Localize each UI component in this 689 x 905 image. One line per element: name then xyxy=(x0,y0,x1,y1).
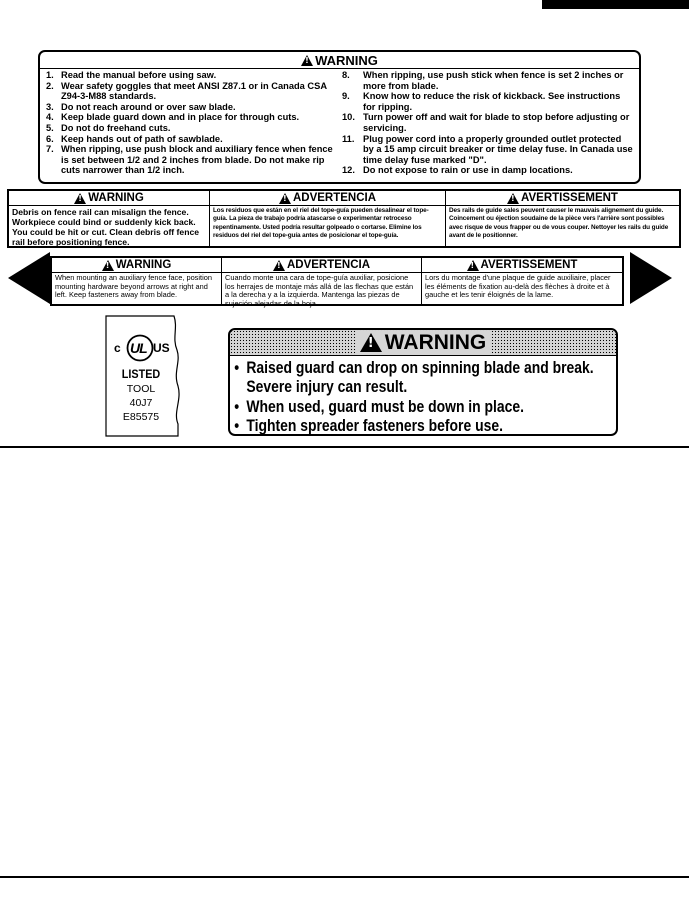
section-body: Cuando monte una cara de tope-guía auxiliar, posicione los herrajes de montaje más allá de las flechas que están a la derecha y a la izquierda. Mantenga las piezas de sujeción alejadas de la hoja. xyxy=(225,273,414,308)
list-item: 8. When ripping, use push stick when fence is set 2 inches or more from blade. xyxy=(342,70,624,91)
guard-warning-header xyxy=(230,330,616,356)
list-item: 7. When ripping, use push block and auxiliary fence when fence is set between 1/2 and 2 inches from blade. Do not make rip cuts narrower than 1/2 inch. xyxy=(46,144,333,176)
list-item: 6. Keep hands out of path of sawblade. xyxy=(46,133,223,144)
warning-triangle-icon xyxy=(74,193,86,204)
guard-warning-title: WARNING xyxy=(384,330,487,354)
main-warning-title: WARNING xyxy=(315,52,378,68)
list-item: • Tighten spreader fasteners before use. xyxy=(234,417,503,436)
ul-file-number: E85575 xyxy=(122,411,160,423)
ul-listed-label xyxy=(102,314,180,438)
warning-triangle-icon xyxy=(273,260,285,271)
list-item: 9. Know how to reduce the risk of kickback. See instructions for ripping. xyxy=(342,91,621,112)
warning-triangle-icon xyxy=(467,260,479,271)
aux-fence-french xyxy=(422,258,622,304)
warning-triangle-icon xyxy=(279,193,291,204)
list-item: • When used, guard must be down in place. xyxy=(234,397,525,416)
ul-c-mark: c xyxy=(114,341,121,355)
list-item: • Raised guard can drop on spinning blade and break. Severe injury can result. xyxy=(234,359,594,397)
section-body: Des rails de guide sales peuvent causer le mauvais alignement du guide. Coincement ou éjection soudaine de la pièce vers l'arrière sont possibles avec risque de vous frapper ou de vous couper. Nettoyer les rails du guide avant de le positionner. xyxy=(449,207,669,239)
main-warning-label xyxy=(38,50,641,184)
corner-tab xyxy=(542,0,689,9)
guard-warning-label xyxy=(228,328,618,436)
ul-tool-text: TOOL xyxy=(126,383,156,395)
left-arrow-icon xyxy=(8,252,50,304)
main-warning-list-left xyxy=(46,70,338,176)
warning-triangle-icon xyxy=(360,333,382,352)
aux-fence-warning-label xyxy=(50,256,624,306)
footer-divider xyxy=(0,876,689,878)
ul-logo: UL xyxy=(130,340,147,356)
list-item: 12. Do not expose to rain or use in damp locations. xyxy=(342,165,573,176)
list-item: 10. Turn power off and wait for blade to stop before adjusting or servicing. xyxy=(342,112,630,133)
list-item: 1. Read the manual before using saw. xyxy=(46,70,217,80)
section-title: AVERTISSEMENT xyxy=(521,192,618,204)
section-title: AVERTISSEMENT xyxy=(480,259,578,271)
fence-debris-french xyxy=(446,191,679,246)
main-warning-list-right xyxy=(342,70,633,176)
section-body: Los residuos que están en el riel del tope-guía pueden desalinear el tope-guía. La pieza de trabajo podría atascarse o experimentar retroceso repentinamente. Usted podría resultar golpeado o cortarse. Elimine los residuos del riel del tope-guía antes de posicionar el tope-guía. xyxy=(213,207,429,239)
section-body: Lors du montage d'une plaque de guide auxiliaire, placer les éléments de fixation au-delà des flèches à droite et à gauche et les tenir éloignés de la lame. xyxy=(425,273,611,300)
section-title: WARNING xyxy=(88,192,144,204)
section-title: ADVERTENCIA xyxy=(292,192,377,204)
aux-fence-spanish xyxy=(222,258,422,308)
aux-fence-english xyxy=(52,258,222,304)
list-item: 3. Do not reach around or over saw blade. xyxy=(46,101,236,112)
section-body: Debris on fence rail can misalign the fence. Workpiece could bind or suddenly kick back. You could be hit or cut. Clean debris off fence rail before positioning fence. xyxy=(12,207,200,247)
section-title: WARNING xyxy=(115,259,172,271)
section-body: When mounting an auxiliary fence face, position mounting hardware beyond arrows at right and left. Keep fasteners away from blade. xyxy=(55,273,212,300)
list-item: 2. Wear safety goggles that meet ANSI Z87.1 or in Canada CSA Z94-3-M88 standards. xyxy=(46,80,327,102)
list-item: 11. Plug power cord into a properly grounded outlet protected by a 15 amp circuit breaker or time delay fuse. In Canada use time delay fuse marked "D". xyxy=(342,133,633,165)
main-warning-header xyxy=(40,52,639,69)
guard-warning-list xyxy=(230,359,618,436)
ul-control-number: 40J7 xyxy=(129,397,153,409)
list-item: 5. Do not do freehand cuts. xyxy=(46,122,171,133)
fence-debris-warning-label xyxy=(7,189,681,248)
section-divider xyxy=(0,446,689,448)
ul-listed-text: LISTED xyxy=(121,367,161,381)
warning-triangle-icon xyxy=(507,193,519,204)
section-title: ADVERTENCIA xyxy=(286,259,371,271)
ul-us-mark: US xyxy=(153,341,170,355)
warning-triangle-icon xyxy=(301,55,313,66)
list-item: 4. Keep blade guard down and in place for through cuts. xyxy=(46,112,300,123)
warning-triangle-icon xyxy=(102,260,114,271)
fence-debris-english xyxy=(9,191,210,246)
fence-debris-spanish xyxy=(210,191,446,246)
right-arrow-icon xyxy=(630,252,672,304)
